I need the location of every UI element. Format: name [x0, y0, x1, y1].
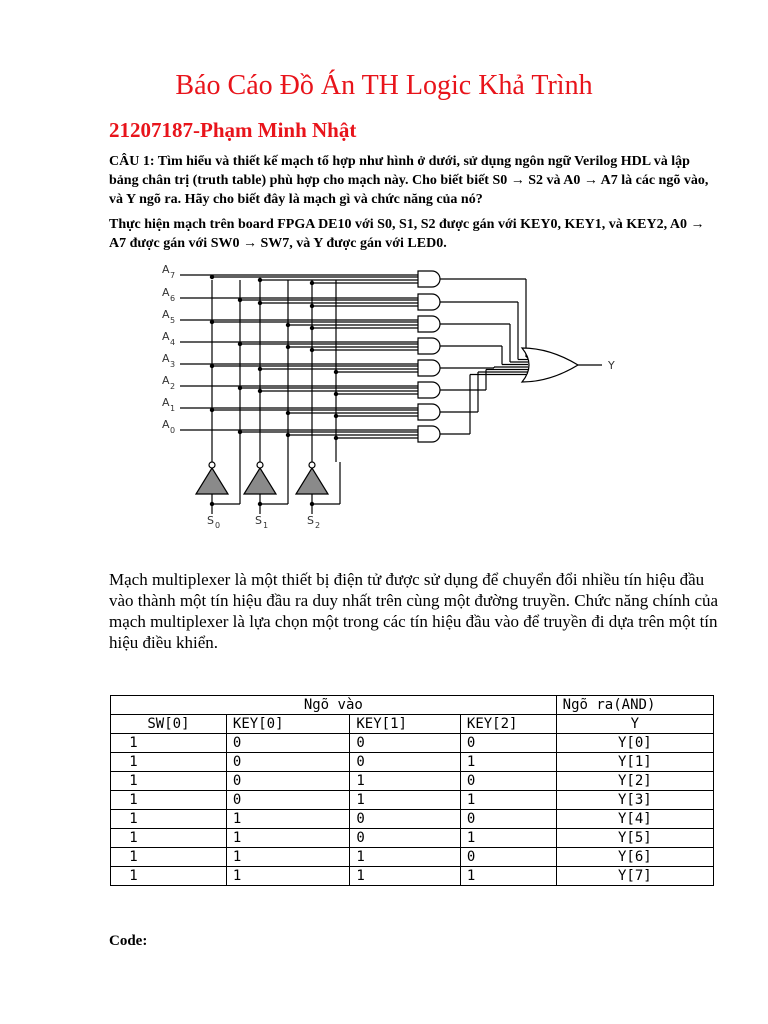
inverter-bubble: [209, 462, 215, 468]
column-header: SW[0]: [111, 715, 227, 734]
input-label-a-subscript: 1: [170, 404, 176, 413]
select-label-s-subscript: 0: [215, 521, 221, 530]
inverter-bubble: [257, 462, 263, 468]
table-cell: 0: [460, 810, 556, 829]
table-cell: 1: [111, 791, 227, 810]
table-cell: Y[1]: [556, 753, 713, 772]
table-cell: 1: [111, 848, 227, 867]
table-cell: 1: [111, 734, 227, 753]
column-header: KEY[2]: [460, 715, 556, 734]
and-gate: [418, 426, 440, 442]
inverter-bubble: [309, 462, 315, 468]
input-label-a-subscript: 3: [170, 360, 176, 369]
table-row: [111, 772, 714, 791]
table-cell: Y[2]: [556, 772, 713, 791]
table-group-header-row: [111, 696, 714, 715]
junction-dot: [334, 414, 338, 418]
select-label-s-subscript: 2: [315, 521, 321, 530]
or-gate: [522, 348, 578, 382]
junction-dot: [310, 304, 314, 308]
table-cell: 1: [226, 829, 349, 848]
input-label-a: A: [162, 374, 170, 387]
table-cell: 0: [350, 810, 461, 829]
table-cell: 1: [460, 753, 556, 772]
input-label-a-subscript: 4: [170, 338, 176, 347]
table-cell: Y[7]: [556, 867, 713, 886]
table-row: [111, 734, 714, 753]
and-gate: [418, 360, 440, 376]
junction-dot: [286, 345, 290, 349]
select-label-s: S: [207, 514, 214, 527]
junction-dot: [258, 278, 262, 282]
truth-table: [110, 695, 714, 886]
junction-dot: [286, 433, 290, 437]
input-label-a: A: [162, 396, 170, 409]
junction-dot: [238, 342, 242, 346]
table-cell: 0: [226, 791, 349, 810]
table-cell: 1: [111, 867, 227, 886]
table-cell: Y[6]: [556, 848, 713, 867]
table-cell: 1: [226, 810, 349, 829]
and-gate: [418, 294, 440, 310]
description-text: Mạch multiplexer là một thiết bị điện tử được sử dụng để chuyển đổi nhiều tín hiệu đầu vào thành một tín hiệu đầu ra duy nhất trên cùng một đường truyền. Chức năng chính của mạch multiplexer là lựa chọn một trong các tín hiệu đầu vào để truyền đi dựa trên một tín hiệu điều khiển.: [109, 570, 719, 652]
input-label-a-subscript: 6: [170, 294, 176, 303]
table-cell: Y[4]: [556, 810, 713, 829]
junction-dot: [334, 392, 338, 396]
input-label-a-subscript: 5: [170, 316, 176, 325]
junction-dot: [286, 411, 290, 415]
and-gate: [418, 316, 440, 332]
table-cell: Y[3]: [556, 791, 713, 810]
select-label-s-subscript: 1: [263, 521, 269, 530]
junction-dot: [238, 386, 242, 390]
input-label-a: A: [162, 418, 170, 431]
input-label-a-subscript: 0: [170, 426, 176, 435]
select-label-s: S: [255, 514, 262, 527]
instruction-text: Thực hiện mạch trên board FPGA DE10 với S0, S1, S2 được gán với KEY0, KEY1, và KEY2, A0 → A7 được gán với SW0 → SW7, và Y được gán với LED0.: [109, 217, 705, 251]
table-cell: 0: [350, 734, 461, 753]
junction-dot: [210, 320, 214, 324]
and-gate: [418, 271, 440, 287]
table-cell: 1: [460, 867, 556, 886]
junction-dot: [334, 436, 338, 440]
inverter-gate: [196, 468, 228, 494]
table-cell: 0: [350, 829, 461, 848]
table-cell: 1: [350, 848, 461, 867]
junction-dot: [334, 370, 338, 374]
table-cell: 1: [350, 867, 461, 886]
mux-circuit-diagram: [150, 262, 630, 532]
junction-dot: [310, 281, 314, 285]
code-label: Code:: [109, 933, 148, 949]
input-label-a: A: [162, 263, 170, 276]
junction-dot: [258, 301, 262, 305]
input-label-a-subscript: 2: [170, 382, 176, 391]
column-header: KEY[1]: [350, 715, 461, 734]
column-header: KEY[0]: [226, 715, 349, 734]
inverter-gate: [244, 468, 276, 494]
and-gate: [418, 404, 440, 420]
junction-dot: [310, 348, 314, 352]
table-cell: 1: [111, 753, 227, 772]
junction-dot: [210, 275, 214, 279]
table-row: [111, 829, 714, 848]
junction-dot: [210, 408, 214, 412]
table-cell: Y[5]: [556, 829, 713, 848]
input-label-a: A: [162, 352, 170, 365]
table-cell: 0: [226, 772, 349, 791]
junction-dot: [238, 298, 242, 302]
output-label-y: Y: [608, 359, 615, 372]
table-cell: 1: [460, 791, 556, 810]
page-title: Báo Cáo Đồ Án TH Logic Khả Trình: [175, 70, 593, 101]
input-label-a: A: [162, 286, 170, 299]
student-id-name: 21207187-Phạm Minh Nhật: [109, 118, 357, 142]
table-cell: Y[0]: [556, 734, 713, 753]
input-label-a: A: [162, 308, 170, 321]
input-group-header: Ngõ vào: [111, 696, 557, 715]
table-cell: 1: [111, 810, 227, 829]
table-row: [111, 848, 714, 867]
junction-dot: [258, 367, 262, 371]
inverter-gate: [296, 468, 328, 494]
table-row: [111, 867, 714, 886]
table-cell: 0: [460, 734, 556, 753]
junction-dot: [210, 364, 214, 368]
output-group-header: Ngõ ra(AND): [556, 696, 713, 715]
column-header: Y: [556, 715, 713, 734]
table-cell: 0: [460, 848, 556, 867]
table-cell: 1: [350, 772, 461, 791]
table-cell: 1: [226, 867, 349, 886]
table-cell: 0: [460, 772, 556, 791]
table-cell: 1: [350, 791, 461, 810]
junction-dot: [286, 323, 290, 327]
junction-dot: [258, 502, 262, 506]
junction-dot: [238, 430, 242, 434]
junction-dot: [310, 326, 314, 330]
junction-dot: [210, 502, 214, 506]
input-label-a: A: [162, 330, 170, 343]
table-row: [111, 810, 714, 829]
table-cell: 1: [460, 829, 556, 848]
junction-dot: [258, 389, 262, 393]
select-label-s: S: [307, 514, 314, 527]
table-row: [111, 753, 714, 772]
table-header-row: [111, 715, 714, 734]
table-cell: 0: [226, 734, 349, 753]
and-gate: [418, 382, 440, 398]
question-text: CÂU 1: Tìm hiểu và thiết kế mạch tổ hợp như hình ở dưới, sử dụng ngôn ngữ Verilog HDL và lập bảng chân trị (truth table) phù hợp cho mạch này. Cho biết biết S0 → S2 và A0 → A7 là các ngõ vào, và Y ngõ ra. Hãy cho biết đây là mạch gì và chức năng của nó?: [109, 154, 709, 207]
table-cell: 1: [111, 772, 227, 791]
table-cell: 1: [226, 848, 349, 867]
junction-dot: [310, 502, 314, 506]
table-cell: 0: [226, 753, 349, 772]
and-gate: [418, 338, 440, 354]
input-label-a-subscript: 7: [170, 271, 176, 280]
table-cell: 0: [350, 753, 461, 772]
table-row: [111, 791, 714, 810]
table-cell: 1: [111, 829, 227, 848]
